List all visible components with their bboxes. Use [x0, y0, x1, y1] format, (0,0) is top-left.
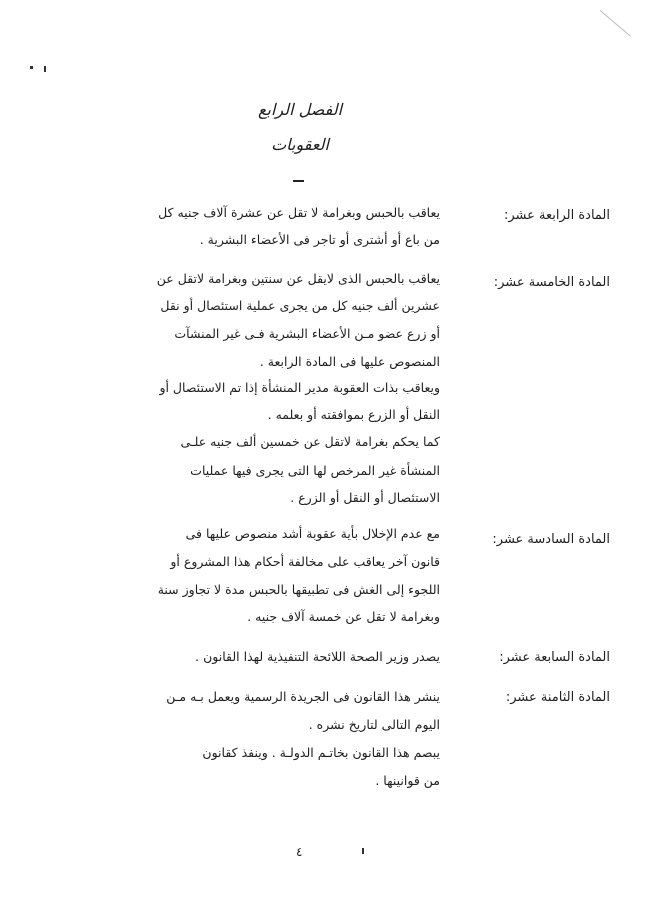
article-line: الاستئصال أو النقل أو الزرع . — [290, 490, 440, 505]
scan-corner-line — [600, 10, 631, 36]
article-title: المادة السابعة عشر: — [499, 650, 610, 665]
article-line: يصدر وزير الصحة اللائحة التنفيذية لهذا القانون . — [195, 649, 440, 664]
article-line: وبغرامة لا تقل عن خمسة آلاف جنيه . — [247, 609, 440, 624]
article-line: من باع أو أشترى أو تاجر فى الأعضاء البشرية . — [199, 232, 440, 247]
article-line: يعاقب بالحبس الذى لايقل عن سنتين وبغرامة لاتقل عن — [156, 271, 440, 286]
article-line: أو زرع عضو مـن الأعضاء البشرية فـى غير المنشآت — [174, 326, 440, 341]
article-line: قانون آخر يعاقب على مخالفة أحكام هذا المشروع أو — [170, 554, 440, 569]
article-line: النقل أو الزرع بموافقته أو بعلمه . — [267, 407, 440, 422]
article-title: المادة الرابعة عشر: — [503, 208, 610, 223]
article-title: المادة الخامسة عشر: — [493, 275, 610, 290]
scan-speck — [30, 66, 33, 69]
article-line: من قوانينها . — [375, 773, 440, 788]
article-line: يبصم هذا القانون بخاتـم الدولـة . وينفذ كقانون — [202, 745, 440, 760]
article-title: المادة السادسة عشر: — [492, 532, 610, 547]
article-line: ينشر هذا القانون فى الجريدة الرسمية ويعمل بـه مـن — [166, 689, 440, 704]
article-line: المنشأة غير المرخص لها التى يجرى فيها عمليات — [190, 463, 440, 478]
article-line: اليوم التالى لتاريخ نشره . — [308, 717, 440, 732]
section-title: العقوبات — [271, 135, 329, 154]
article-line: مع عدم الإخلال بأية عقوبة أشد منصوص عليها فى — [185, 526, 440, 541]
page-number: ٤ — [296, 845, 303, 859]
article-line: المنصوص عليها فى المادة الرابعة . — [259, 354, 440, 369]
article-line: عشرين ألف جنيه كل من يجرى عملية استئصال أو نقل — [160, 298, 440, 313]
chapter-title: الفصل الرابع — [257, 100, 343, 119]
scan-speck — [362, 848, 364, 854]
article-title: المادة الثامنة عشر: — [505, 690, 610, 705]
title-separator — [293, 180, 304, 182]
article-line: يعاقب بالحبس وبغرامة لا تقل عن عشرة آلاف جنيه كل — [158, 205, 440, 220]
scan-speck — [44, 66, 46, 72]
article-line: كما يحكم بغرامة لاتقل عن خمسين ألف جنيه علـى — [180, 434, 440, 449]
article-line: اللجوء إلى الغش فى تطبيقها بالحبس مدة لا تجاوز سنة — [157, 582, 440, 597]
article-line: ويعاقب بذات العقوبة مدير المنشأة إذا تم الاستئصال أو — [159, 380, 440, 395]
